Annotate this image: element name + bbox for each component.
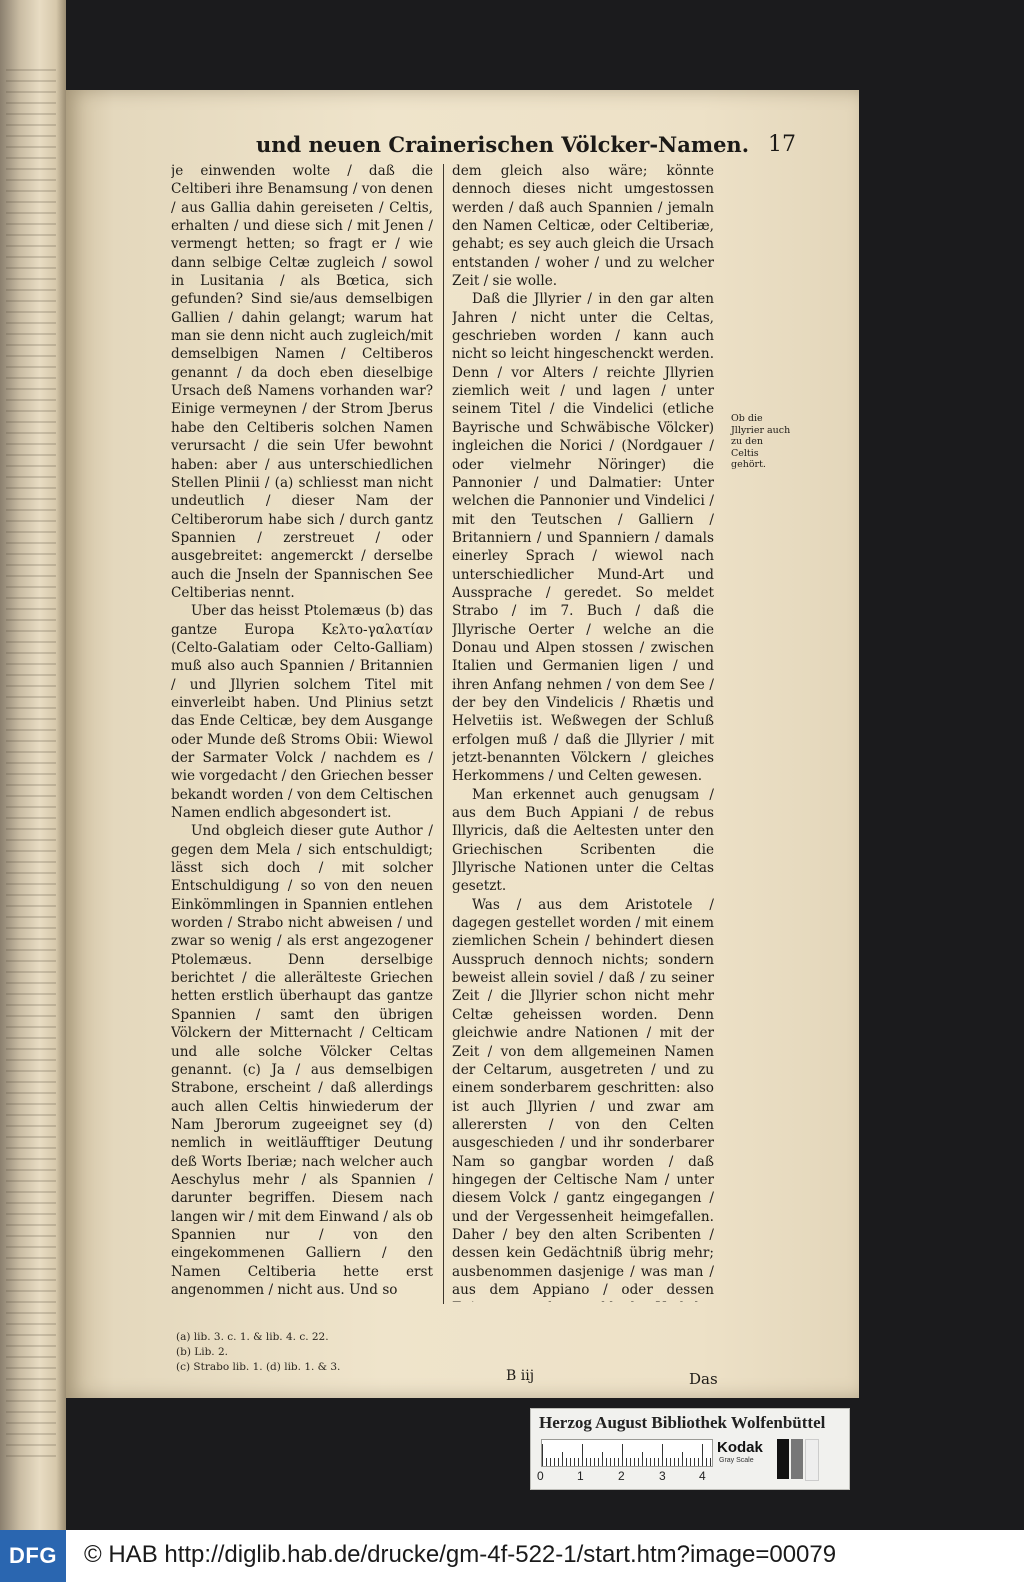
ruler-tick	[630, 1458, 631, 1466]
paragraph: dem gleich also wäre; könnte dennoch dieses nicht umgestossen werden / daß auch Spannien / jemaln den Namen Celticæ, oder Celtiberiæ, gehabt; es sey auch gleich die Ursach entstanden / woher / und zu welcher Zeit / sie wolle.	[452, 163, 714, 290]
ruler-tick	[570, 1458, 571, 1466]
ruler-tick	[670, 1458, 671, 1466]
ruler-tick	[678, 1458, 679, 1466]
ruler-tick	[606, 1458, 607, 1466]
ruler-tick	[646, 1458, 647, 1466]
ruler-tick	[554, 1458, 555, 1466]
copyright-url: © HAB http://diglib.hab.de/drucke/gm-4f-522-1/start.htm?image=00079	[84, 1541, 837, 1568]
ruler-tick	[622, 1444, 623, 1466]
ruler-tick	[666, 1458, 667, 1466]
ruler-number: 2	[618, 1469, 625, 1483]
library-name: Herzog August Bibliothek Wolfenbüttel	[539, 1413, 826, 1432]
ruler-tick	[686, 1458, 687, 1466]
ruler-tick	[542, 1444, 543, 1466]
ruler-number: 3	[659, 1469, 666, 1483]
ruler-tick	[566, 1458, 567, 1466]
ruler-tick	[626, 1458, 627, 1466]
ruler-tick	[654, 1458, 655, 1466]
ruler-tick	[562, 1452, 563, 1466]
marginal-note: Ob die Jllyrier auch zu den Celtis gehört.	[731, 413, 791, 470]
color-calibration-card	[530, 1408, 850, 1490]
ruler-tick	[690, 1458, 691, 1466]
paragraph: Was / aus dem Aristotele / dagegen gestellet worden / mit einem ziemlichen Schein / behindert diesen Ausspruch dennoch nichts; sondern beweist allein soviel / daß / zu seiner Zeit / die Jllyrier schon nicht mehr Celtæ geheissen worden. Denn gleichwie andre Nationen / mit der Zeit / von dem allgemeinen Namen der Celtarum, ausgetreten / und zu einem sonderbarem geschritten: also ist auch Jllyrien / und zwar am allerersten / von den Celten ausgeschieden / und ihr sonderbarer Nam so gangbar worden / daß hingegen der Celtische Nam / unter diesem Volck / gantz eingegangen / und der Vergessenheit heimgefallen. Daher / bey den alten Scribenten / dessen kein Gedächtniß übrig mehr; ausbenommen dasjenige / was man / aus dem Appiano / oder dessen	[452, 896, 714, 1298]
paragraph: je einwenden wolte / daß die Celtiberi ihre Benamsung / von denen / aus Gallia dahin gereiseten / Celtis, erhalten / und diese sich / mit Jenen / vermengt hetten; so fragt er / wie dann selbige Celtæ zugleich / sowol in Lusitania / als Bœtica, sich gefunden? Sind sie/aus demselbigen Gallien / dahin gelangt; warum hat man sie denn nicht auch zugleich/mit demselbigen Namen / Celtiberos genannt / da doch eben dieselbige Ursach deß Namens vorhanden war? Einige vermeynen / der Strom Jberus habe den Celtiberis solchen Namen verursacht / die sein Ufer bewohnt haben: aber / aus unterschiedlichen Stellen Plinii / (a) schliesst man nicht undeutlich / dieser Nam der Celtiberorum habe sich / durch gantz Spannien / zerstreuet / oder ausgebreitet: angemerckt / derselbe auch die Jnseln der Spannischen See Celtiberias nennt.	[171, 163, 433, 601]
gray-scale-label: Gray Scale	[719, 1457, 754, 1464]
ruler-tick	[594, 1458, 595, 1466]
ruler-tick	[694, 1458, 695, 1466]
footnote: (a) lib. 3. c. 1. & lib. 4. c. 22.	[176, 1331, 329, 1343]
ruler-number: 1	[577, 1469, 584, 1483]
page-number: 17	[768, 132, 796, 157]
ruler-tick	[586, 1458, 587, 1466]
ruler-tick	[582, 1444, 583, 1466]
ruler-tick	[602, 1452, 603, 1466]
ruler-tick	[618, 1458, 619, 1466]
ruler-tick	[550, 1458, 551, 1466]
ruler-tick	[662, 1444, 663, 1466]
footer-bar	[0, 1530, 1024, 1582]
ruler-tick	[650, 1458, 651, 1466]
gray-patch-black	[777, 1439, 789, 1479]
gray-patch-white	[805, 1439, 819, 1481]
ruler-tick	[706, 1458, 707, 1466]
ruler-tick	[598, 1458, 599, 1466]
book-page	[66, 90, 859, 1398]
ruler-number: 4	[699, 1469, 706, 1483]
paragraph: Und obgleich dieser gute Author / gegen dem Mela / sich entschuldigt; lässt sich doch / mit solcher Entschuldigung / so von den neuen Einkömmlingen in Spannien entlehen worden / Strabo nicht abweisen / und zwar so wenig / als erst angezogener Ptolemæus. Denn derselbige berichtet / die allerälteste Griechen hetten erstlich überhaupt das gantze Spannien / samt den übrigen Völckern der Mitternacht / Celticam und alle solche Völcker Celtas genannt. (c) Ja / aus demselbigen Strabone, erscheint / daß allerdings auch allen Celtis hinwiederum der Nam Jberorum zugeeignet sey (d) nemlich in weitläufftiger Deutung deß Worts Iberiæ; nach welcher auch Aeschylus mehr / als Spannien / darunter begriffen. Diesem nach langen wir / mit dem Einwand / als ob Spannien nur / von den eingekommenen Galliern / den Namen Celtiberia hette erst angenommen / nicht aus. Und so	[171, 823, 433, 1298]
printer-signature: B iij	[506, 1368, 535, 1384]
right-text-column	[452, 162, 714, 1302]
ruler-tick	[698, 1458, 699, 1466]
ruler-numbers	[537, 1469, 717, 1485]
measurement-ruler	[541, 1439, 713, 1467]
dfg-logo: DFG	[0, 1530, 66, 1582]
catchword: Das	[689, 1370, 718, 1388]
footnote: (c) Strabo lib. 1. (d) lib. 1. & 3.	[176, 1361, 341, 1373]
facing-page-edge	[0, 0, 66, 1530]
column-divider	[443, 164, 444, 1304]
ruler-tick	[614, 1458, 615, 1466]
running-title: und neuen Crainerischen Völcker-Namen.	[256, 132, 750, 157]
footnotes	[176, 1330, 436, 1375]
ruler-tick	[590, 1458, 591, 1466]
ruler-tick	[702, 1444, 703, 1466]
ruler-tick	[634, 1458, 635, 1466]
paragraph: Man erkennet auch genugsam / aus dem Buch Appiani / de rebus Illyricis, daß die Aeltesten unter den Griechischen Scribenten die Jllyrische Nationen unter die Celtas gesetzt.	[452, 786, 714, 895]
left-text-column	[171, 162, 433, 1302]
footnote: (b) Lib. 2.	[176, 1346, 228, 1358]
paragraph: Uber das heisst Ptolemæus (b) das gantze Europa Κελτο-γαλατίαν (Celto-Galatiam oder Celto-Galliam) muß also auch Spannien / Britannien / und Jllyrien solchem Titel mit einverleibt haben. Und Plinius setzt das Ende Celticæ, bey dem Ausgange oder Munde deß Stroms Obii: Wiewol der Sarmater Volck / nachdem es / wie vorgedacht / den Griechen besser bekandt worden / von dem Celtischen Namen endlich abgesondert ist.	[171, 603, 433, 822]
ruler-tick	[638, 1458, 639, 1466]
ruler-tick	[578, 1458, 579, 1466]
facing-page-text-lines	[6, 60, 56, 1460]
ruler-tick	[642, 1452, 643, 1466]
gray-patch-mid	[791, 1439, 803, 1479]
ruler-tick	[558, 1458, 559, 1466]
ruler-tick	[574, 1458, 575, 1466]
ruler-tick	[610, 1458, 611, 1466]
page-header	[256, 132, 796, 162]
ruler-tick	[674, 1458, 675, 1466]
ruler-number: 0	[537, 1469, 544, 1483]
ruler-tick	[682, 1452, 683, 1466]
ruler-tick	[710, 1458, 711, 1466]
kodak-logo: Kodak	[717, 1439, 763, 1456]
ruler-tick	[658, 1458, 659, 1466]
ruler-tick	[546, 1458, 547, 1466]
paragraph: Daß die Jllyrier / in den gar alten Jahren / nicht unter die Celtas, geschrieben worden / kann auch nicht so leicht hingeschenckt werden. Denn / vor Alters / reichte Jllyrien ziemlich weit / und lagen / unter seinem Titel / die Vindelici (etliche Bayrische und Schwäbische Völcker) ingleichen die Norici / (Nordgauer / oder vielmehr Nöringer) die Pannonier / und Dalmatier: Unter welchen die Pannonier und Vindelici / mit den Teutschen / Galliern / Britanniern / und Spanniern / damals einerley Sprach / wiewol nach unterschiedlicher Mund-Art und Aussprache / geredet. So meldet Strabo / im 7. Buch / daß die Jllyrische Oerter / welche an die Donau und Alpen stossen / zwischen Italien und Germanien ligen / und ihren Anfang nehmen / von dem See / der bey den Vindelicis / Rhætis und Helvetiis ist. Weßwegen der Schluß erfolgen muß / daß die Jllyrier / mit jetzt-benannten Völckern / gleiches Herkommens / und Celten gewesen.	[452, 291, 714, 785]
